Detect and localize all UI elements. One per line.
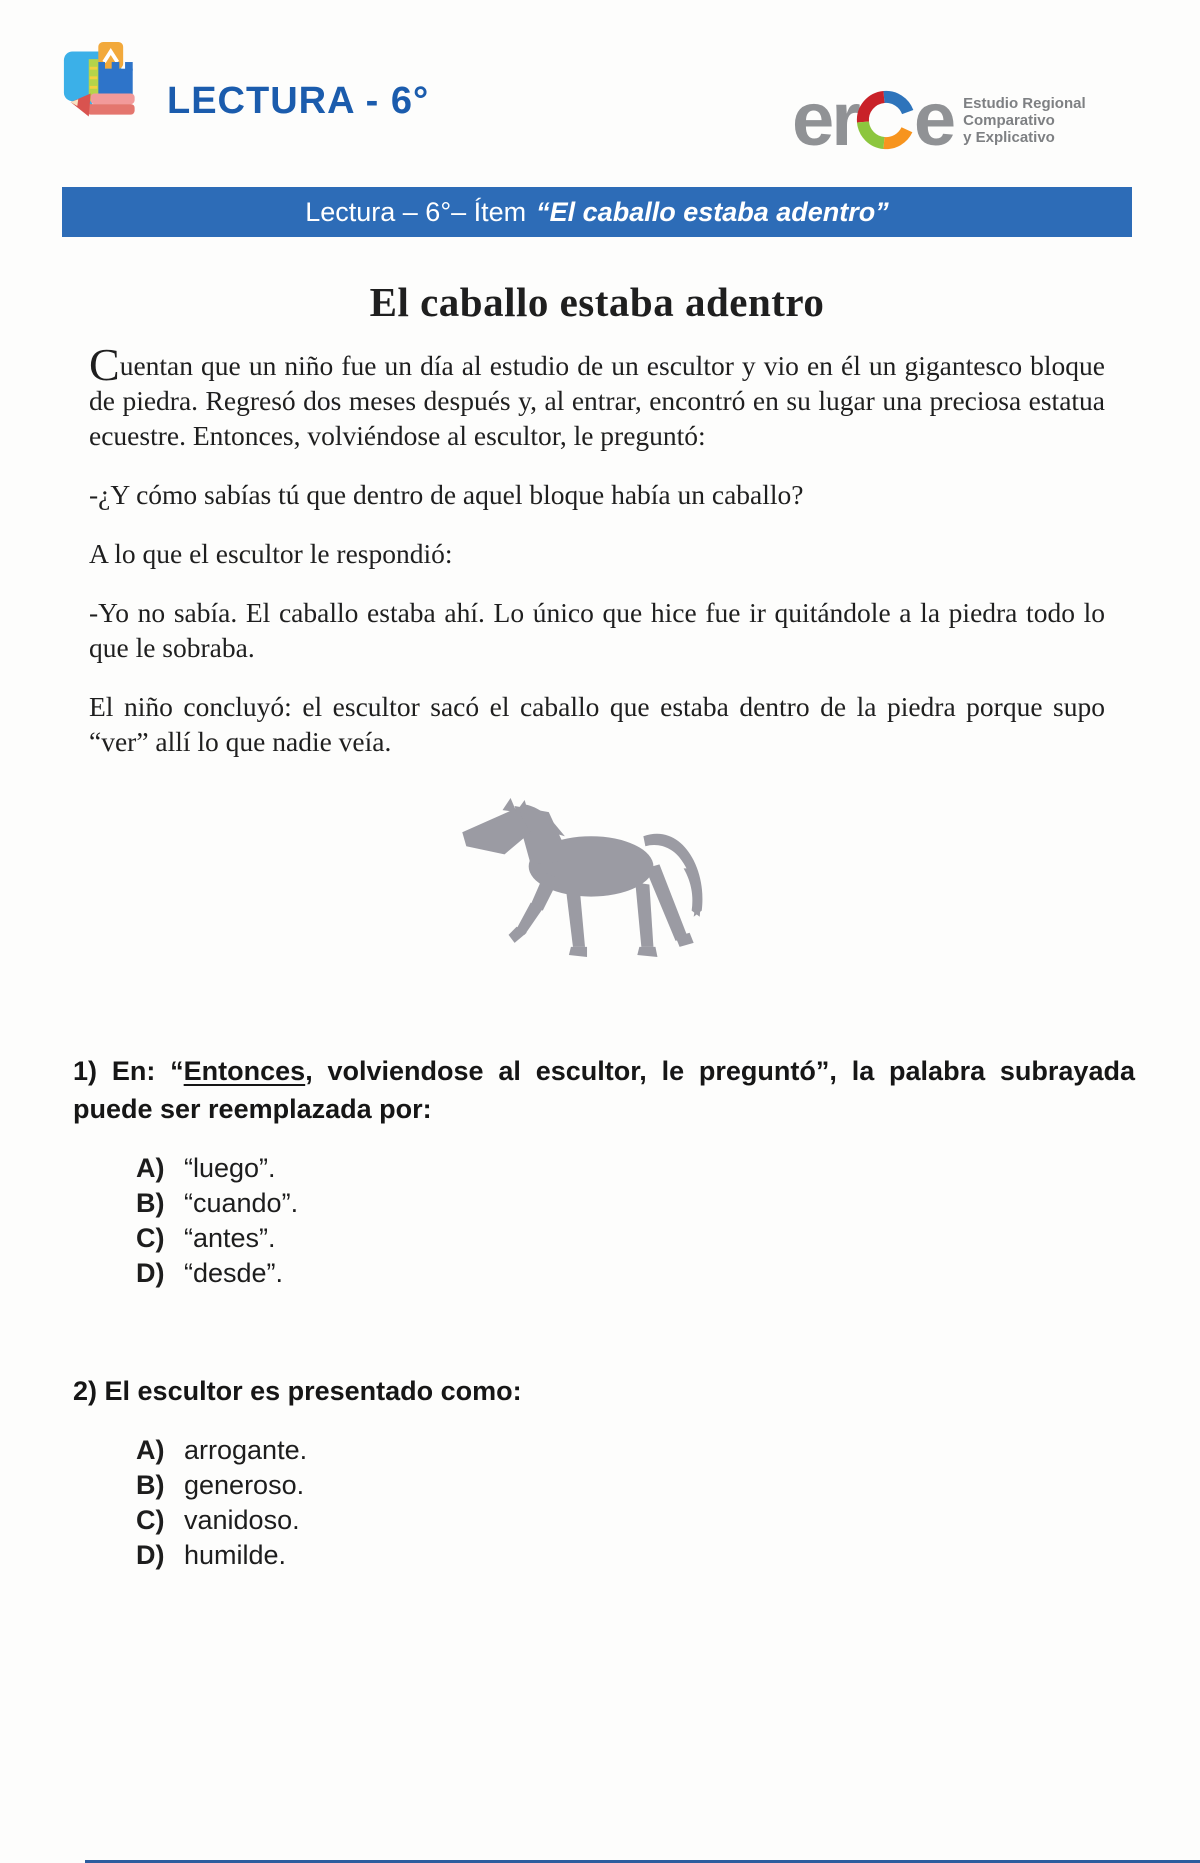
option-row	[136, 1153, 298, 1183]
option-row	[136, 1470, 307, 1500]
option-text: “cuando”.	[184, 1188, 299, 1218]
option-row	[136, 1223, 298, 1253]
option-row	[136, 1435, 307, 1465]
erce-wordmark-right: e	[913, 77, 954, 162]
option-text: “luego”.	[184, 1153, 276, 1183]
option-text: arrogante.	[184, 1435, 308, 1465]
worksheet-title: LECTURA - 6°	[167, 80, 430, 122]
option-letter: B)	[136, 1470, 165, 1500]
option-row	[136, 1188, 298, 1218]
erce-logo	[792, 77, 1086, 162]
question-2-prompt	[73, 1372, 973, 1410]
option-text: “desde”.	[184, 1258, 284, 1288]
lectura-logo-icon	[62, 40, 148, 128]
question-1-number: 1)	[73, 1056, 98, 1086]
option-letter: B)	[136, 1188, 165, 1218]
banner-prefix: Lectura – 6°– Ítem	[305, 196, 527, 227]
erce-c-icon	[855, 88, 917, 152]
question-2-text: El escultor es presentado como:	[104, 1376, 522, 1406]
option-row	[136, 1540, 307, 1570]
erce-tagline-line: Estudio Regional	[963, 94, 1086, 112]
question-1-text-after: , volviendose al escultor, le preguntó”, la palabra subrayada puede ser reemplazada por:	[73, 1056, 1135, 1124]
question-1-underlined-word: Entonces	[183, 1056, 306, 1086]
passage-conclusion: El niño concluyó: el escultor sacó el caballo que estaba dentro de la piedra porque supo “ver” allí lo que nadie veía.	[89, 691, 1105, 757]
option-letter: A)	[136, 1153, 165, 1183]
option-text: “antes”.	[184, 1223, 276, 1253]
erce-tagline-line: y Explicativo	[963, 128, 1055, 146]
option-row	[136, 1505, 307, 1535]
option-letter: C)	[136, 1505, 165, 1535]
question-2-number: 2)	[73, 1376, 98, 1406]
question-2-options	[136, 1435, 307, 1575]
question-1-prompt	[73, 1052, 1135, 1128]
question-1-options	[136, 1153, 298, 1293]
erce-wordmark-left: er	[792, 77, 858, 162]
horse-silhouette-image	[452, 798, 714, 964]
option-letter: D)	[136, 1540, 165, 1570]
option-text: generoso.	[184, 1470, 305, 1500]
option-letter: C)	[136, 1223, 165, 1253]
option-text: humilde.	[184, 1540, 287, 1570]
question-1-text-before: En: “	[111, 1056, 184, 1086]
passage-paragraph-1-text: uentan que un niño fue un día al estudio de un escultor y vio en él un gigantesco bloque de piedra. Regresó dos meses después y, al entrar, encontró en su lugar una preciosa estatua ecuestre. Entonces, volviéndose al escultor, le preguntó:	[89, 350, 1105, 451]
reading-passage	[89, 278, 1105, 783]
option-letter: D)	[136, 1258, 165, 1288]
option-row	[136, 1258, 298, 1288]
passage-dialogue-1: -¿Y cómo sabías tú que dentro de aquel bloque había un caballo?	[89, 479, 804, 510]
passage-paragraph-1	[89, 339, 1105, 453]
passage-dialogue-2: -Yo no sabía. El caballo estaba ahí. Lo único que hice fue ir quitándole a la piedra todo lo que le sobraba.	[89, 597, 1105, 663]
erce-tagline	[963, 95, 1086, 146]
banner-item-title: “El caballo estaba adentro”	[536, 196, 889, 227]
initial-capital: C	[89, 339, 120, 390]
erce-tagline-line: Comparativo	[963, 111, 1055, 129]
option-text: vanidoso.	[184, 1505, 300, 1535]
passage-narration: A lo que el escultor le respondió:	[89, 538, 453, 569]
option-letter: A)	[136, 1435, 165, 1465]
item-banner	[62, 187, 1132, 237]
passage-title: El caballo estaba adentro	[369, 279, 825, 325]
